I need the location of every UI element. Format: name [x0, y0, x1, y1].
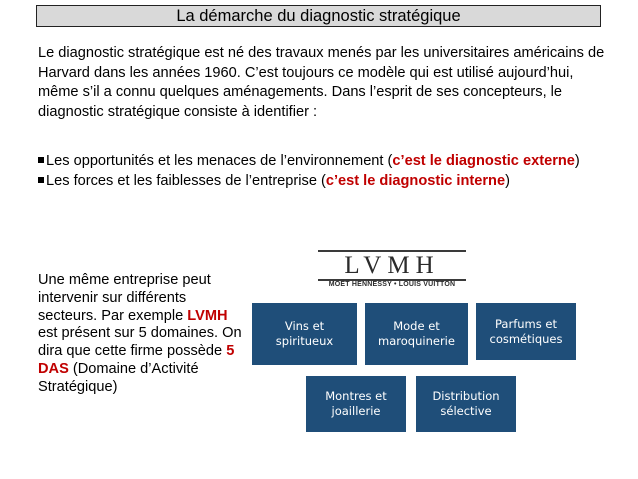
lvmh-logo	[318, 250, 466, 294]
logo-subtitle: MOËT HENNESSY • LOUIS VUITTON	[328, 281, 456, 288]
das-box-mode: Mode et maroquinerie	[365, 303, 468, 365]
side-paragraph	[38, 272, 243, 397]
brand-highlight: LVMH	[187, 307, 228, 324]
square-bullet-icon	[38, 177, 44, 183]
side-text-3: (Domaine d’Activité Stratégique)	[38, 360, 199, 395]
das-highlight: 5 DAS	[38, 343, 235, 377]
side-text-1: Une même entreprise peut intervenir sur différents secteurs. Par exemple	[38, 272, 211, 324]
bullet-list	[38, 152, 618, 191]
side-text-2: est présent sur 5 domaines. On dira que cette firme possède	[38, 325, 242, 360]
bullet-tail: )	[505, 172, 510, 189]
slide-title: La démarche du diagnostic stratégique	[36, 5, 601, 27]
das-box-montres: Montres et joaillerie	[306, 376, 406, 432]
bullet-text: Les opportunités et les menaces de l’environnement (	[46, 153, 393, 169]
bullet-internal	[38, 172, 618, 192]
bullet-tail: )	[574, 153, 580, 169]
intro-paragraph: Le diagnostic stratégique est né des travaux menés par les universitaires américains de Harvard dans les années 1960. C’est toujours ce modèle qui est utilisé aujourd’hui, même s’il a connu quelques aménagements. Dans l’esprit de ses concepteurs, le diagnostic stratégique consiste à identifier :	[38, 45, 605, 120]
bullet-highlight: c’est le diagnostic externe	[392, 153, 575, 169]
bullet-highlight: c’est le diagnostic interne	[325, 172, 506, 189]
bullet-text: Les forces et les faiblesses de l’entreprise (	[46, 172, 326, 189]
das-box-distribution: Distribution sélective	[416, 376, 516, 432]
logo-main-text: LVMH	[344, 252, 440, 279]
das-box-vins: Vins et spiritueux	[252, 303, 357, 365]
bullet-external	[38, 152, 618, 172]
square-bullet-icon	[38, 157, 44, 163]
das-box-parfums: Parfums et cosmétiques	[476, 303, 576, 360]
